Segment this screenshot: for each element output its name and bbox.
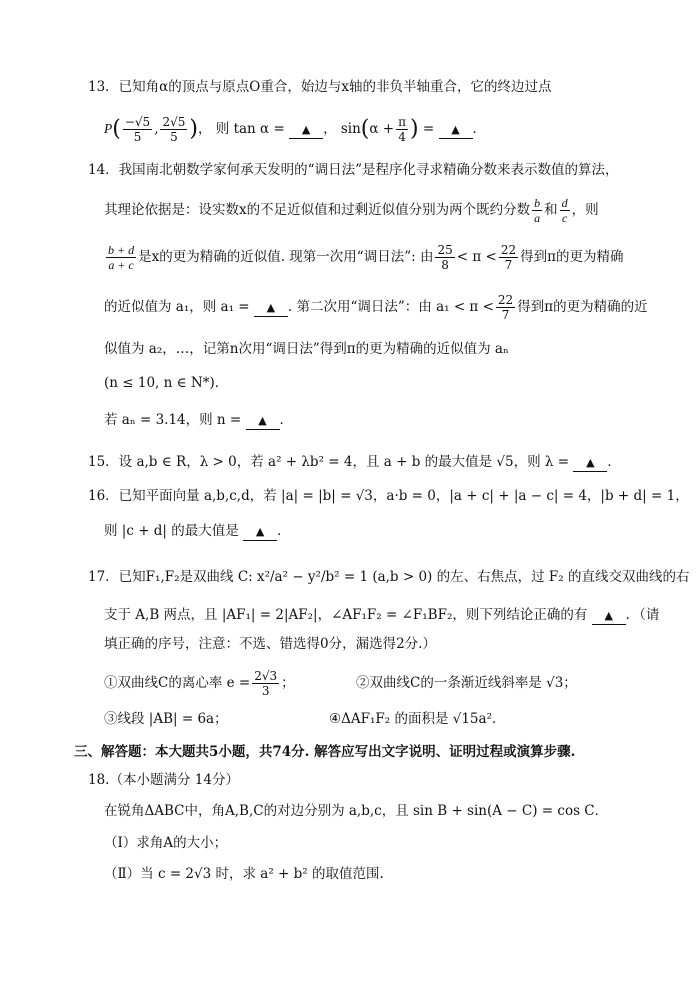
q14-line4-end: 得到π的更为精确的近 — [517, 299, 648, 315]
q13-sin-arg: α + — [369, 121, 395, 137]
q16-line2 — [104, 521, 291, 541]
q14-line3 — [104, 240, 623, 274]
q14-line3-end: 得到π的更为精确 — [520, 249, 624, 265]
q14-frac-d-c: $\frac{d}{c}$ — [561, 196, 568, 225]
q14-answer-blank-1: ▲ — [254, 300, 288, 317]
q17-opt1-end: ； — [281, 675, 295, 691]
q14-line7 — [104, 410, 293, 430]
q14-line2 — [104, 193, 599, 227]
q13-answer-blank-1: ▲ — [289, 122, 323, 139]
q14-frac-22-7: $\frac{22}{7}$ — [500, 243, 517, 272]
q14-line4-mid: . 第二次用“调日法”：由 a₁ < π < — [287, 299, 494, 315]
q14-line3-text: 是x的更为精确的近似值. 现第一次用“调日法”: 由 — [138, 249, 434, 265]
q17-line1: 17．已知F₁,F₂是双曲线 C: x²/a² − y²/b² = 1 (a,b > 0) 的左、右焦点，过 F₂ 的直线交双曲线的右 — [88, 569, 690, 585]
q13-end: ． — [472, 121, 487, 137]
q13-right-paren: ) — [189, 116, 198, 142]
q13-answer-blank-2: ▲ — [439, 122, 473, 139]
q17-option-2: ②双曲线C的一条渐近线斜率是 √3； — [356, 675, 577, 691]
q16-answer-blank: ▲ — [243, 524, 277, 541]
q16-end: ． — [277, 523, 291, 539]
q13-tan-text: ， 则 tan α = — [198, 121, 285, 137]
q14-end: ． — [279, 412, 294, 428]
q14-line5: 似值为 a₂，…，记第n次用“调日法”得到π的更为精确的近似值为 aₙ — [104, 341, 509, 357]
q14-then: ，则 — [571, 202, 599, 218]
q17-line2-end: ．（请 — [625, 607, 660, 623]
q13-sin-text: ， sin — [323, 121, 361, 137]
q17-option-4: ④ΔAF₁F₂ 的面积是 √15a²． — [329, 711, 506, 727]
q18-line1: 在锐角ΔABC中，角A,B,C的对边分别为 a,b,c，且 sin B + sin(A − C) = cos C． — [104, 803, 609, 819]
q15-line — [88, 452, 621, 472]
q17-answer-blank: ▲ — [592, 608, 626, 625]
section-3-heading: 三、解答题：本大题共5小题，共74分. 解答应写出文字说明、证明过程或演算步骤. — [74, 744, 576, 760]
q18-part-1: （Ⅰ）求角A的大小； — [104, 835, 228, 851]
q15-text: 15．设 a,b ∈ R，λ > 0，若 a² + λb² = 4，且 a + b 的最大值是 √5，则 λ = — [88, 454, 570, 470]
q14-frac-22-7-b: $\frac{22}{7}$ — [497, 293, 514, 322]
q13-frac-x: $\frac{-√5}{5}$ — [124, 115, 151, 144]
q15-end: ． — [607, 454, 621, 470]
q14-frac-bd-ac: $\frac{b + d}{a + c}$ — [108, 243, 135, 272]
q14-line4-text: 的近似值为 a₁，则 a₁ = — [104, 299, 250, 315]
q14-and: 和 — [544, 202, 558, 218]
q17-line2 — [104, 605, 659, 625]
q14-frac-b-a: $\frac{b}{a}$ — [534, 196, 541, 225]
q17-option-1 — [104, 666, 295, 700]
q17-opt1-text: ①双曲线C的离心率 e = — [104, 675, 251, 691]
q13-line2: P( $\frac{-√5}{5}$ , $\frac{2√5}{5}$ )， 则 tan α = ▲ ， sin(α + $\frac{\pi}{4}$ ) = ▲ ． — [104, 115, 487, 144]
q17-option-3: ③线段 |AB| = 6a； — [104, 711, 228, 727]
q13-left-paren: ( — [112, 116, 121, 142]
q17-opt1-frac: $\frac{2√3}{3}$ — [254, 669, 278, 698]
q14-frac-25-8: $\frac{25}{8}$ — [437, 243, 453, 272]
q15-answer-blank: ▲ — [573, 455, 607, 472]
q14-line4 — [104, 290, 648, 324]
q13-frac-y: $\frac{2√5}{5}$ — [162, 115, 186, 144]
q14-line1: 14．我国南北朝数学家何承天发明的“调日法”是程序化寻求精确分数来表示数值的算法， — [88, 162, 619, 178]
q16-line1: 16．已知平面向量 a,b,c,d，若 |a| = |b| = √3，a·b = 0，|a + c| + |a − c| = 4，|b + d| = 1， — [88, 488, 689, 504]
q14-line7-text: 若 aₙ = 3.14，则 n = — [104, 412, 242, 428]
q18-heading: 18.（本小题满分 14分） — [88, 772, 239, 788]
q14-line6: (n ≤ 10, n ∈ N*)． — [104, 375, 229, 391]
q13-point-label: P — [104, 121, 113, 136]
q17-line3: 填正确的序号，注意：不选、错选得0分，漏选得2分.） — [104, 636, 436, 652]
q13-frac-pi4: $\frac{\pi}{4}$ — [398, 115, 407, 144]
q16-line2-text: 则 |c + d| 的最大值是 — [104, 523, 239, 539]
q14-ineq: < π < — [456, 249, 497, 265]
q13-line1: 13．已知角α的顶点与原点O重合，始边与x轴的非负半轴重合，它的终边过点 — [88, 79, 552, 95]
q14-line2-text: 其理论依据是：设实数x的不足近似值和过剩近似值分别为两个既约分数 — [104, 202, 531, 218]
q17-line2-text: 支于 A,B 两点，且 |AF₁| = 2|AF₂|，∠AF₁F₂ = ∠F₁BF₂，则下列结论正确的有 — [104, 607, 588, 623]
q18-part-2: （Ⅱ）当 c = 2√3 时，求 a² + b² 的取值范围. — [104, 866, 384, 882]
q14-answer-blank-2: ▲ — [246, 413, 280, 430]
